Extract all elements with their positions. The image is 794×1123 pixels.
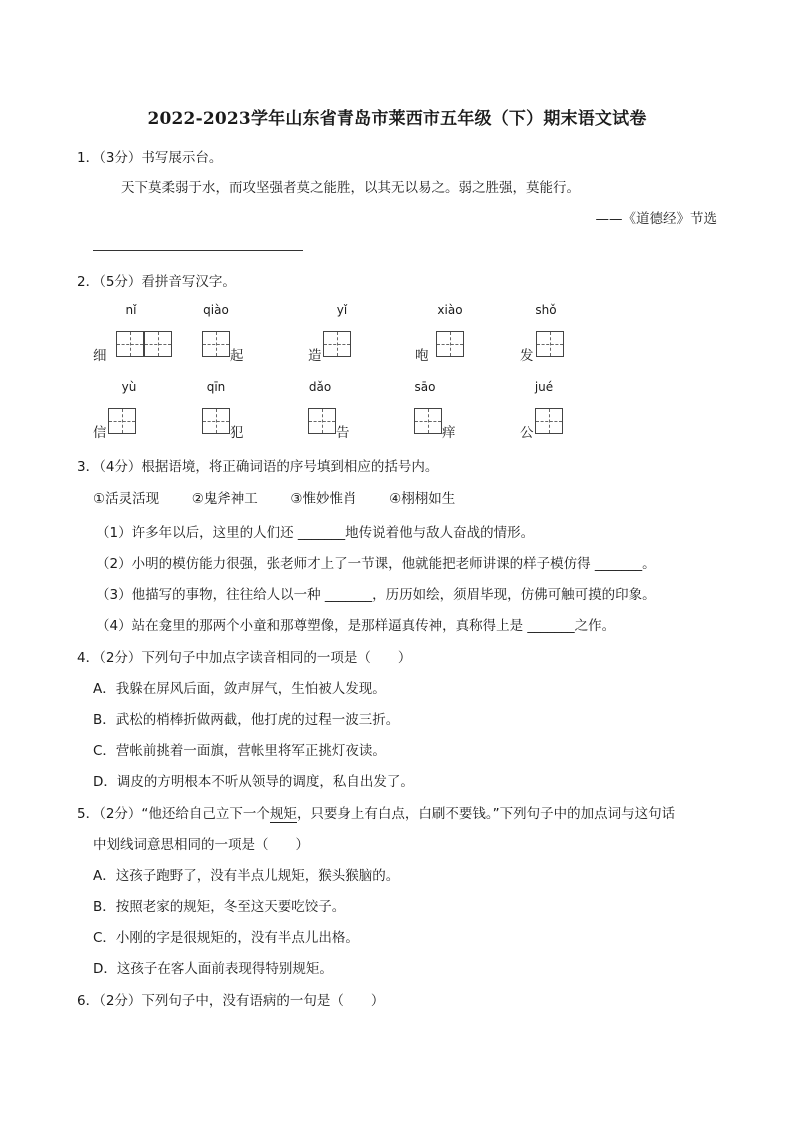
option-d[interactable]: D．这孩子在客人面前表现得特别规矩。 bbox=[93, 961, 333, 977]
writing-box-pair[interactable] bbox=[436, 331, 492, 357]
given-character: 发 bbox=[520, 348, 534, 364]
underlined-word: 规矩 bbox=[269, 806, 297, 822]
option-a[interactable]: A．我躲在屏风后面，敛声屏气，生怕被人发现。 bbox=[93, 681, 386, 697]
quote-source: ——《道德经》节选 bbox=[595, 211, 717, 227]
question-stem-continued: 中划线词意思相同的一项是（ ） bbox=[93, 837, 309, 853]
pinyin-label: qīn bbox=[206, 380, 226, 394]
question-1 bbox=[77, 146, 222, 166]
question-2 bbox=[77, 270, 236, 290]
option-b[interactable]: B．武松的梢棒折做两截，他打虎的过程一波三折。 bbox=[93, 712, 400, 728]
question-6 bbox=[77, 989, 384, 1009]
question-4 bbox=[77, 646, 411, 666]
question-stem: （2分）下列句子中加点字读音相同的一项是（ ） bbox=[99, 650, 412, 666]
fill-item-text: （3）他描写的事物，往往给人以一种 bbox=[96, 587, 325, 603]
question-number: 3． bbox=[77, 459, 100, 475]
fill-item-text: 。 bbox=[642, 556, 656, 572]
fill-blank[interactable]: _______ bbox=[594, 556, 643, 572]
fill-item bbox=[96, 614, 615, 634]
question-3 bbox=[77, 455, 438, 475]
fill-item-text: （1）许多年以后，这里的人们还 bbox=[96, 525, 298, 541]
choice-mark: ① bbox=[93, 491, 106, 507]
choice-mark: ④ bbox=[389, 491, 402, 507]
question-stem: ，只要身上有白点，白刷不要钱。”下列句子中的加点词与这句话 bbox=[296, 806, 676, 822]
pinyin-label: yǐ bbox=[336, 303, 348, 317]
choice-list bbox=[93, 487, 455, 507]
question-number: 1． bbox=[77, 150, 100, 166]
writing-box-pair[interactable] bbox=[535, 408, 591, 434]
choice-text: 鬼斧神工 bbox=[203, 491, 258, 507]
writing-box-pair[interactable] bbox=[116, 331, 172, 357]
question-stem: （2分）“他还给自己立下一个 bbox=[99, 806, 270, 822]
question-stem: （4分）根据语境，将正确词语的序号填到相应的括号内。 bbox=[99, 459, 439, 475]
choice-text: 活灵活现 bbox=[105, 491, 160, 507]
question-number: 6． bbox=[77, 993, 100, 1009]
given-character: 起 bbox=[230, 348, 244, 364]
fill-item bbox=[96, 521, 534, 541]
given-character: 犯 bbox=[230, 425, 244, 441]
answer-line[interactable] bbox=[93, 250, 303, 251]
pinyin-label: jué bbox=[534, 380, 554, 394]
fill-item-text: 之作。 bbox=[574, 618, 616, 634]
writing-box-pair[interactable] bbox=[108, 408, 164, 434]
option-c[interactable]: C．小刚的字是很规矩的，没有半点儿出格。 bbox=[93, 930, 359, 946]
quote-text: 天下莫柔弱于水，而攻坚强者莫之能胜，以其无以易之。弱之胜强，莫能行。 bbox=[121, 180, 580, 196]
fill-blank[interactable]: _______ bbox=[297, 525, 346, 541]
fill-item-text: （2）小明的模仿能力很强，张老师才上了一节课，他就能把老师讲课的样子模仿得 bbox=[96, 556, 595, 572]
option-a[interactable]: A．这孩子跑野了，没有半点儿规矩，猴头猴脑的。 bbox=[93, 868, 400, 884]
given-character: 造 bbox=[308, 348, 322, 364]
given-character: 告 bbox=[336, 425, 350, 441]
fill-item-text: ，历历如绘，须眉毕现，仿佛可触可摸的印象。 bbox=[372, 587, 656, 603]
question-number: 5． bbox=[77, 806, 100, 822]
question-number: 2． bbox=[77, 274, 100, 290]
page-title: 2022-2023学年山东省青岛市莱西市五年级（下）期末语文试卷 bbox=[147, 109, 647, 129]
given-character: 咆 bbox=[415, 348, 429, 364]
fill-item bbox=[96, 552, 656, 572]
pinyin-label: yù bbox=[121, 380, 137, 394]
pinyin-label: xiào bbox=[437, 303, 463, 317]
fill-blank[interactable]: _______ bbox=[324, 587, 373, 603]
writing-box-pair[interactable] bbox=[323, 331, 379, 357]
pinyin-label: dǎo bbox=[308, 380, 332, 394]
choice-mark: ③ bbox=[290, 491, 303, 507]
pinyin-label: sāo bbox=[414, 380, 436, 394]
choice-mark: ② bbox=[191, 491, 204, 507]
question-stem: （5分）看拼音写汉字。 bbox=[99, 274, 236, 290]
question-stem: （3分）书写展示台。 bbox=[99, 150, 223, 166]
question-stem: （2分）下列句子中，没有语病的一句是（ ） bbox=[99, 993, 385, 1009]
given-character: 公 bbox=[520, 425, 534, 441]
pinyin-label: qiào bbox=[203, 303, 229, 317]
option-c[interactable]: C．营帐前挑着一面旗，营帐里将军正挑灯夜读。 bbox=[93, 743, 386, 759]
question-number: 4． bbox=[77, 650, 100, 666]
pinyin-label: nǐ bbox=[125, 303, 137, 317]
fill-item-text: （4）站在龛里的那两个小童和那尊塑像，是那样逼真传神，真称得上是 bbox=[96, 618, 528, 634]
option-d[interactable]: D．调皮的方明根本不听从领导的调度，私自出发了。 bbox=[93, 774, 414, 790]
fill-item-text: 地传说着他与敌人奋战的情形。 bbox=[345, 525, 535, 541]
given-character: 细 bbox=[93, 348, 107, 364]
choice-text: 栩栩如生 bbox=[401, 491, 456, 507]
option-b[interactable]: B．按照老家的规矩，冬至这天要吃饺子。 bbox=[93, 899, 346, 915]
pinyin-label: shǒ bbox=[535, 303, 557, 317]
fill-item bbox=[96, 583, 656, 603]
given-character: 信 bbox=[93, 425, 107, 441]
choice-text: 惟妙惟肖 bbox=[302, 491, 357, 507]
fill-blank[interactable]: _______ bbox=[527, 618, 575, 634]
writing-box-pair[interactable] bbox=[536, 331, 592, 357]
given-character: 痒 bbox=[442, 425, 456, 441]
question-5 bbox=[77, 802, 675, 822]
